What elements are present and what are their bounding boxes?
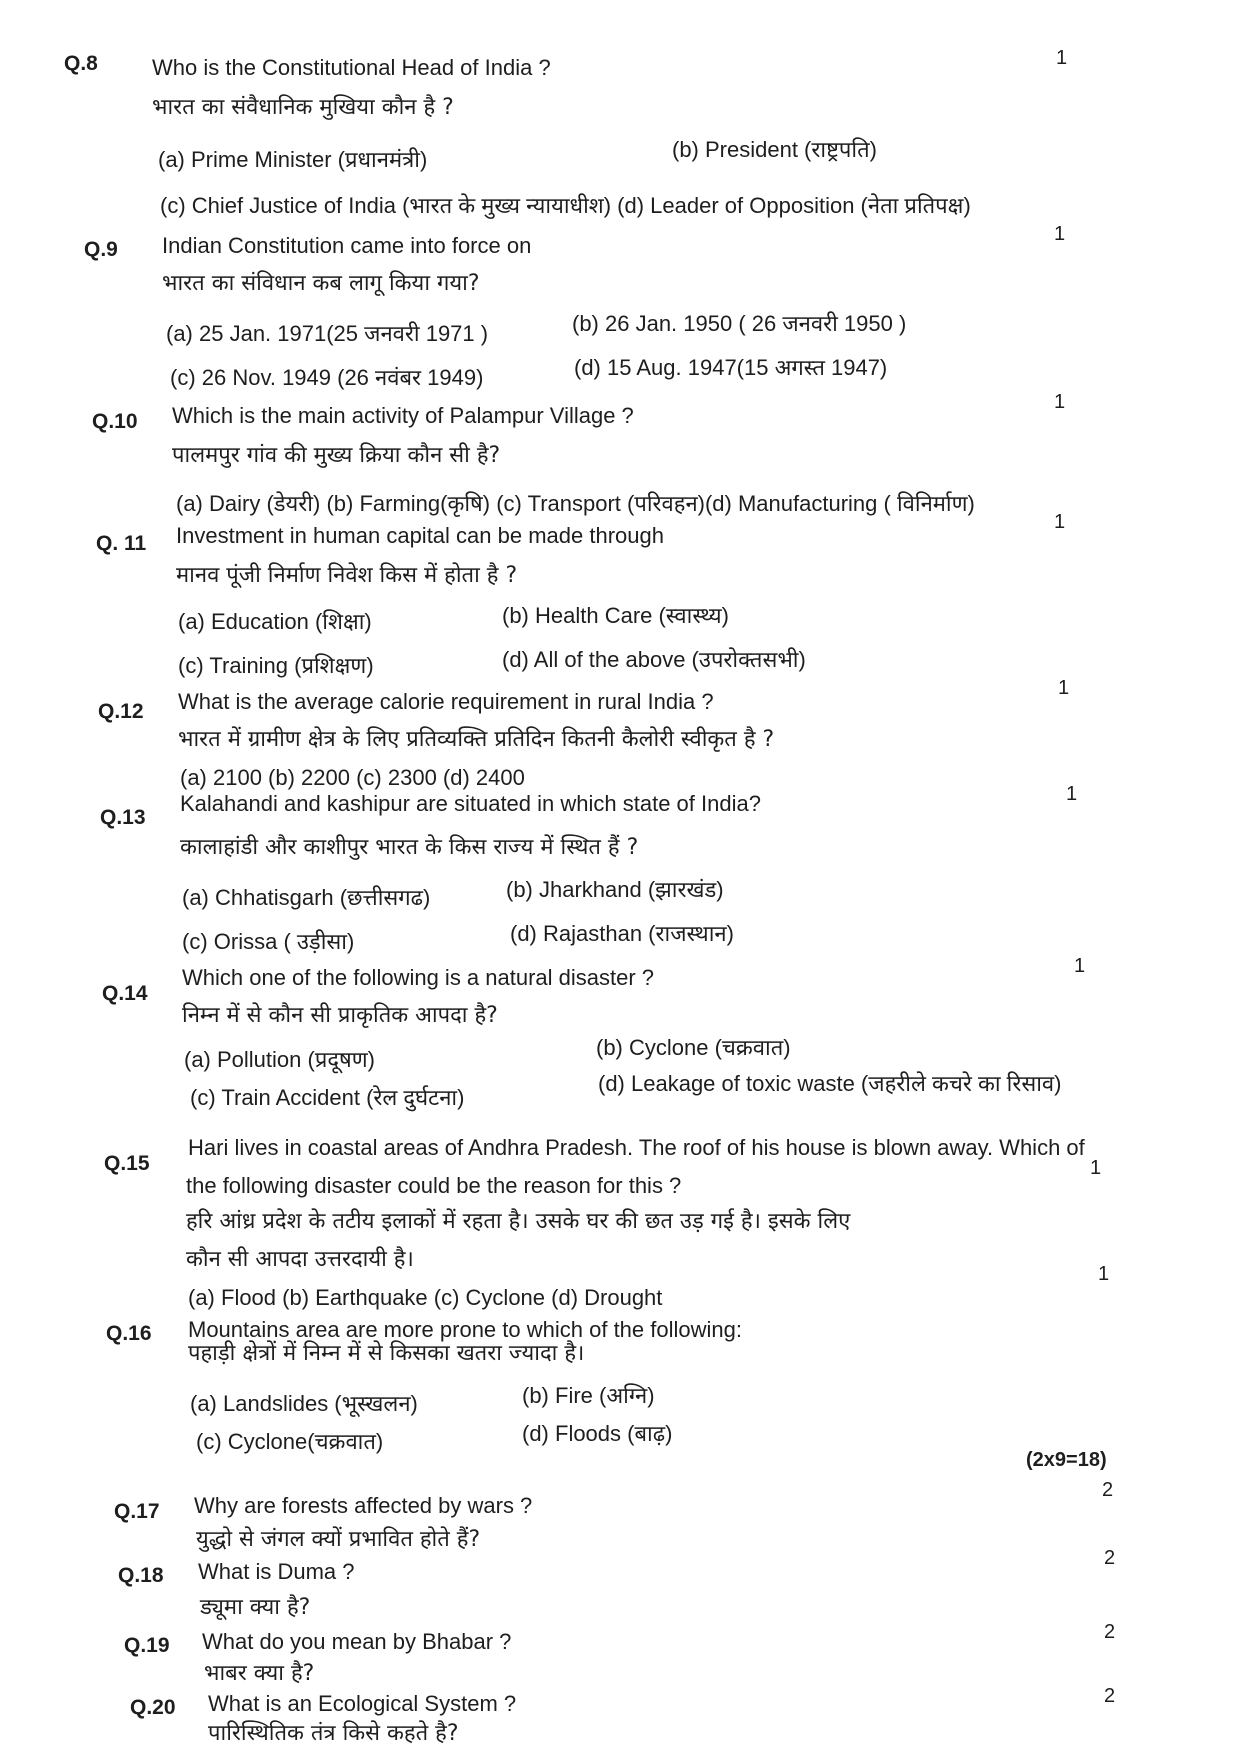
option-a: (a) Prime Minister (प्रधानमंत्री): [158, 147, 428, 172]
question-number: Q.10: [92, 410, 138, 433]
question-marks: 1: [1090, 1157, 1102, 1179]
option-a-d: (a) Flood (b) Earthquake (c) Cyclone (d) Drought: [188, 1285, 663, 1310]
option-b: (b) Cyclone (चक्रवात): [596, 1035, 791, 1060]
question-text-en: Who is the Constitutional Head of India ?: [152, 55, 551, 80]
option-c: (c) Train Accident (रेल दुर्घटना): [190, 1085, 465, 1110]
question-text-en: Which is the main activity of Palampur Village ?: [172, 403, 634, 428]
question-text-en: Hari lives in coastal areas of Andhra Pradesh. The roof of his house is blown away. Which of: [188, 1135, 1085, 1160]
question-marks: 1: [1054, 511, 1066, 533]
option-a: (a) Chhatisgarh (छत्तीसगढ): [182, 885, 431, 910]
option-d: (d) 15 Aug. 1947(15 अगस्त 1947): [574, 355, 888, 380]
option-b: (b) Health Care (स्वास्थ्य): [502, 603, 730, 628]
question-number: Q.20: [130, 1696, 176, 1719]
question-number: Q.12: [98, 700, 144, 723]
question-marks: 1: [1098, 1263, 1110, 1285]
option-c: (c) 26 Nov. 1949 (26 नवंबर 1949): [170, 365, 484, 390]
question-text-en: Indian Constitution came into force on: [162, 233, 532, 258]
question-marks: 2: [1104, 1621, 1116, 1643]
option-b: (b) President (राष्ट्रपति): [672, 137, 877, 162]
question-text-en: What is Duma ?: [198, 1559, 355, 1584]
option-a: (a) Education (शिक्षा): [178, 609, 372, 634]
question-marks: 1: [1056, 47, 1068, 69]
question-marks: 2: [1102, 1479, 1114, 1501]
question-marks: 1: [1054, 391, 1066, 413]
question-number: Q.16: [106, 1322, 152, 1345]
option-d: (d) Rajasthan (राजस्थान): [510, 921, 734, 946]
question-text-hi: पालमपुर गांव की मुख्य क्रिया कौन सी है?: [172, 443, 501, 468]
question-number: Q.15: [104, 1152, 150, 1175]
question-text-en: What do you mean by Bhabar ?: [202, 1629, 512, 1654]
section-marks: (2x9=18): [1026, 1449, 1107, 1471]
question-number: Q.17: [114, 1500, 160, 1523]
option-d: (d) Floods (बाढ़): [522, 1421, 673, 1446]
option-b: (b) Jharkhand (झारखंड): [506, 877, 724, 902]
question-text-hi: पारिस्थितिक तंत्र किसे कहते है?: [208, 1721, 459, 1746]
option-a-d: (a) 2100 (b) 2200 (c) 2300 (d) 2400: [180, 765, 525, 790]
question-text-hi: हरि आंध्र प्रदेश के तटीय इलाकों में रहता है। उसके घर की छत उड़ गई है। इसके लिए: [186, 1209, 851, 1234]
option-c: (c) Training (प्रशिक्षण): [178, 653, 374, 678]
question-text-en: Why are forests affected by wars ?: [194, 1493, 533, 1518]
option-c: (c) Cyclone(चक्रवात): [196, 1429, 384, 1454]
option-d: (d) Leakage of toxic waste (जहरीले कचरे का रिसाव): [598, 1071, 1062, 1096]
question-text-hi-2: कौन सी आपदा उत्तरदायी है।: [186, 1247, 414, 1272]
question-text-en: Kalahandi and kashipur are situated in which state of India?: [180, 791, 761, 816]
question-text-en-2: the following disaster could be the reason for this ?: [186, 1173, 682, 1198]
option-d: (d) All of the above (उपरोक्तसभी): [502, 647, 806, 672]
question-text-hi: कालाहांडी और काशीपुर भारत के किस राज्य में स्थित हैं ?: [180, 835, 639, 860]
option-a: (a) Landslides (भूस्खलन): [190, 1391, 418, 1416]
question-number: Q.18: [118, 1564, 164, 1587]
question-text-en: What is the average calorie requirement in rural India ?: [178, 689, 714, 714]
option-a-d: (a) Dairy (डेयरी) (b) Farming(कृषि) (c) Transport (परिवहन)(d) Manufacturing ( विनिर्माण): [176, 491, 975, 516]
question-text-hi: भाबर क्या है?: [204, 1661, 315, 1686]
question-number: Q. 11: [96, 532, 147, 555]
question-text-en: Investment in human capital can be made through: [176, 523, 664, 548]
question-marks: 2: [1104, 1547, 1116, 1569]
question-marks: 1: [1054, 223, 1066, 245]
question-text-en: Which one of the following is a natural disaster ?: [182, 965, 655, 990]
option-c-d: (c) Chief Justice of India (भारत के मुख्य न्यायाधीश) (d) Leader of Opposition (नेता प्रतिपक्ष): [160, 193, 971, 218]
question-number: Q.14: [102, 982, 148, 1005]
question-text-hi: मानव पूंजी निर्माण निवेश किस में होता है ?: [176, 563, 518, 588]
question-text-hi: भारत में ग्रामीण क्षेत्र के लिए प्रतिव्यक्ति प्रतिदिन कितनी कैलोरी स्वीकृत है ?: [178, 727, 775, 752]
question-text-hi: पहाड़ी क्षेत्रों में निम्न में से किसका खतरा ज्यादा है।: [188, 1341, 585, 1366]
question-marks: 1: [1074, 955, 1086, 977]
question-text-hi: भारत का संवैधानिक मुखिया कौन है ?: [152, 95, 454, 120]
question-text-en: What is an Ecological System ?: [208, 1691, 517, 1716]
option-a: (a) Pollution (प्रदूषण): [184, 1047, 375, 1072]
question-text-hi: ड्यूमा क्या है?: [200, 1595, 311, 1620]
option-c: (c) Orissa ( उड़ीसा): [182, 929, 355, 954]
option-b: (b) Fire (अग्नि): [522, 1383, 655, 1408]
question-number: Q.9: [84, 238, 118, 261]
question-text-en: Mountains area are more prone to which of the following:: [188, 1317, 742, 1342]
question-number: Q.13: [100, 806, 146, 829]
question-text-hi: युद्धो से जंगल क्यों प्रभावित होते हैं?: [196, 1527, 481, 1552]
question-number: Q.19: [124, 1634, 170, 1657]
question-text-hi: भारत का संविधान कब लागू किया गया?: [162, 271, 480, 296]
option-b: (b) 26 Jan. 1950 ( 26 जनवरी 1950 ): [572, 311, 907, 336]
question-marks: 2: [1104, 1685, 1116, 1707]
question-marks: 1: [1066, 783, 1078, 805]
question-number: Q.8: [64, 52, 98, 75]
question-marks: 1: [1058, 677, 1070, 699]
option-a: (a) 25 Jan. 1971(25 जनवरी 1971 ): [166, 321, 489, 346]
question-text-hi: निम्न में से कौन सी प्राकृतिक आपदा है?: [182, 1003, 498, 1028]
